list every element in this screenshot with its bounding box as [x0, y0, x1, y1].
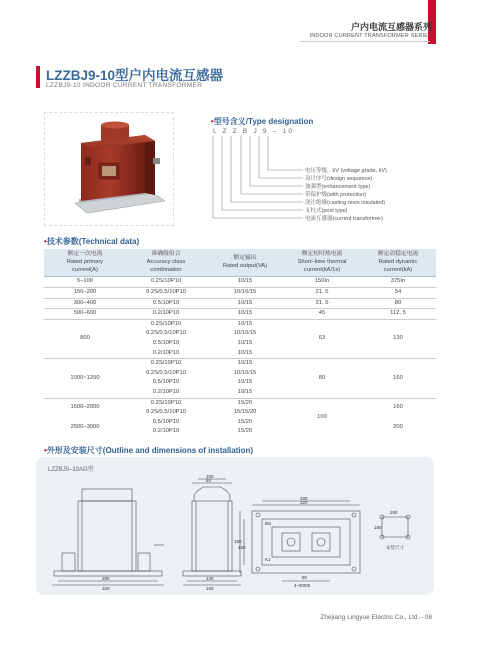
header-rated-primary: 额定一次电流 Rated primary current(A): [44, 249, 126, 277]
outline-heading: •外形及安装尺寸(Outline and dimensions of installation): [44, 446, 254, 455]
cell-accuracy: 0.2S/0.5/10P10: [146, 330, 186, 337]
cell-output: 10/10/15: [233, 369, 257, 376]
cell-primary: 1000~1250: [44, 359, 126, 398]
table-row: [44, 309, 436, 320]
cell-output: 15/20: [206, 398, 284, 408]
cell-accuracy: 0.2/10P10: [152, 428, 180, 435]
front-view: [52, 489, 164, 585]
dim-side-bottom-a: 130: [206, 576, 214, 581]
table-row: [44, 418, 436, 428]
cell-primary: 5–100: [44, 277, 126, 288]
bullet-icon: •: [44, 237, 47, 246]
header-dynamic: 额定动稳定电流 Rated dynamic current(kA): [360, 249, 436, 277]
cell-output: 15/20: [237, 428, 253, 435]
cell-output: 10/15: [206, 319, 284, 329]
dim-small-a: 180: [374, 525, 382, 530]
table-row: [44, 359, 436, 369]
cell-thermal: 31. 5: [284, 298, 360, 309]
cell-accuracy: 0.5/10P10: [152, 418, 180, 425]
label-plan-left-a: 8N: [265, 521, 271, 526]
dim-side-top-a: 100: [206, 474, 214, 479]
cell-accuracy: 0.2S/10P10: [126, 277, 206, 288]
product-photo: [45, 113, 173, 225]
cell-primary: 300–400: [44, 298, 126, 309]
cell-accuracy: 0.2S/10P10: [126, 398, 206, 408]
cell-thermal: 80: [284, 359, 360, 398]
designation-item: 电流互感器(current transformer): [305, 216, 383, 222]
dim-plan-h: 180: [234, 539, 242, 544]
dim-plan-w-inner: 80: [302, 575, 308, 580]
plan-view: [240, 501, 360, 581]
page-footer: Zhejiang Lingyue Electric Co., Ltd.– 08: [320, 614, 432, 621]
label-small: 安装尺寸: [386, 545, 404, 550]
bullet-icon: •: [211, 117, 214, 126]
cell-accuracy: 0.2S/0.5/10P10: [146, 409, 186, 416]
label-plan-left-b: K1: [265, 557, 271, 562]
cell-accuracy: 0.2S/10P10: [126, 359, 206, 369]
cell-output: 10/10/15: [206, 288, 284, 299]
outline-drawing: [36, 457, 434, 595]
cell-dynamic: 160: [360, 398, 436, 418]
cell-primary: 2500–3000: [70, 423, 100, 430]
series-title-cn: 户内电流互感器系列: [350, 22, 432, 32]
cell-thermal: 63: [284, 319, 360, 358]
table-header-row: [44, 249, 436, 277]
dim-side-top-b: 84: [206, 478, 212, 483]
cell-output: 10/15: [206, 298, 284, 309]
header-thermal: 额定短时热电流 Short–time thermal current(kA/1s): [284, 249, 360, 277]
designation-item: 支柱式(post type): [305, 208, 348, 214]
dim-plan-h2: 150: [238, 545, 246, 550]
side-view: [183, 479, 241, 585]
cell-primary: 500–600: [44, 309, 126, 320]
table-row: [44, 319, 436, 329]
dim-plan-slot: 4–Φ005: [294, 583, 311, 588]
dim-front-bottom-inner: 280: [102, 576, 110, 581]
cell-accuracy: 0.2S/0.5/10P10: [126, 288, 206, 299]
table-row: [44, 277, 436, 288]
cell-primary: 150–200: [44, 288, 126, 299]
cell-output: 10/15: [206, 359, 284, 369]
cell-accuracy: 0.2/10P10: [152, 388, 180, 395]
technical-data-table: [44, 249, 436, 437]
type-code: L Z Z B J 9 – 10: [213, 128, 295, 135]
designation-item: 浇注绝缘(casting resin insulated): [305, 200, 386, 206]
table-row: [44, 298, 436, 309]
dim-side-bottom-b: 150: [206, 586, 214, 591]
designation-leader-lines: [205, 134, 315, 226]
product-title: LZZBJ9-10型户内电流互感器: [46, 68, 224, 83]
cell-accuracy: 0.5/10P10: [152, 340, 180, 346]
header-output: 额定输出 Rated output(VA): [206, 249, 284, 277]
cell-output: 10/15: [237, 388, 253, 395]
cell-accuracy: 0.2/10P10: [126, 309, 206, 320]
cell-accuracy: 0.5/10P10: [126, 298, 206, 309]
cell-dynamic: 375In: [360, 277, 436, 288]
designation-item: 加强型(enhancement type): [305, 184, 371, 190]
title-accent-mark: [36, 66, 40, 88]
cell-accuracy: 0.2/10P10: [152, 349, 180, 356]
mounting-sketch: [380, 515, 410, 539]
cell-output: 10/15: [237, 349, 253, 356]
designation-item: 带保护级(with protection): [305, 192, 367, 198]
series-title-en: INDOOR CURRENT TRANSFORMER SERIES: [309, 33, 432, 39]
cell-output: 15/20: [237, 418, 253, 425]
product-photo-frame: [44, 112, 174, 226]
cell-dynamic: 160: [360, 359, 436, 398]
type-designation-heading: •型号含义/Type designation: [211, 117, 314, 126]
dim-plan-top-b: 280: [300, 496, 308, 501]
cell-output: 10/10/15: [233, 330, 257, 337]
cell-primary: 800: [44, 319, 126, 358]
cell-dynamic: 200: [393, 423, 403, 430]
cell-output: 15/15/20: [233, 409, 257, 416]
cell-thermal: 150In: [284, 277, 360, 288]
table-row: [44, 288, 436, 299]
cell-output: 10/15: [237, 340, 253, 346]
header-accuracy: 准确级组合 Accuracy class combination: [126, 249, 206, 277]
designation-item: 电压等级，kV (voltage grade, kV): [305, 168, 387, 174]
cell-primary: 1500–2000: [44, 398, 126, 418]
header-divider: [300, 41, 430, 42]
dim-plan-top-a: 320: [300, 500, 308, 505]
cell-thermal: 45: [284, 309, 360, 320]
cell-dynamic: 130: [360, 319, 436, 358]
cell-output: 10/15: [237, 379, 253, 386]
dim-small-b: 280: [390, 510, 398, 515]
cell-dynamic: 112. 5: [360, 309, 436, 320]
technical-data-heading: •技术参数(Technical data): [44, 237, 140, 246]
cell-output: 10/15: [206, 309, 284, 320]
cell-output: 10/15: [206, 277, 284, 288]
drawing-model-label: LZZBJ9–10AG型: [48, 467, 94, 473]
dim-front-bottom-outer: 320: [102, 586, 110, 591]
cell-dynamic: 80: [360, 298, 436, 309]
bullet-icon: •: [44, 446, 47, 455]
cell-accuracy: 0.2S/0.5/10P10: [146, 369, 186, 376]
cell-thermal: 21. 5: [284, 288, 360, 299]
product-subtitle: LZZBJ9-10 INDOOR CURRENT TRANSFORMER: [46, 82, 203, 89]
cell-dynamic: 54: [360, 288, 436, 299]
cell-thermal: 100: [284, 398, 360, 437]
designation-item: 设计序号(design sequence): [305, 176, 373, 182]
table-row: [44, 398, 436, 408]
cell-accuracy: 0.5/10P10: [152, 379, 180, 386]
cell-accuracy: 0.2S/10P10: [126, 319, 206, 329]
